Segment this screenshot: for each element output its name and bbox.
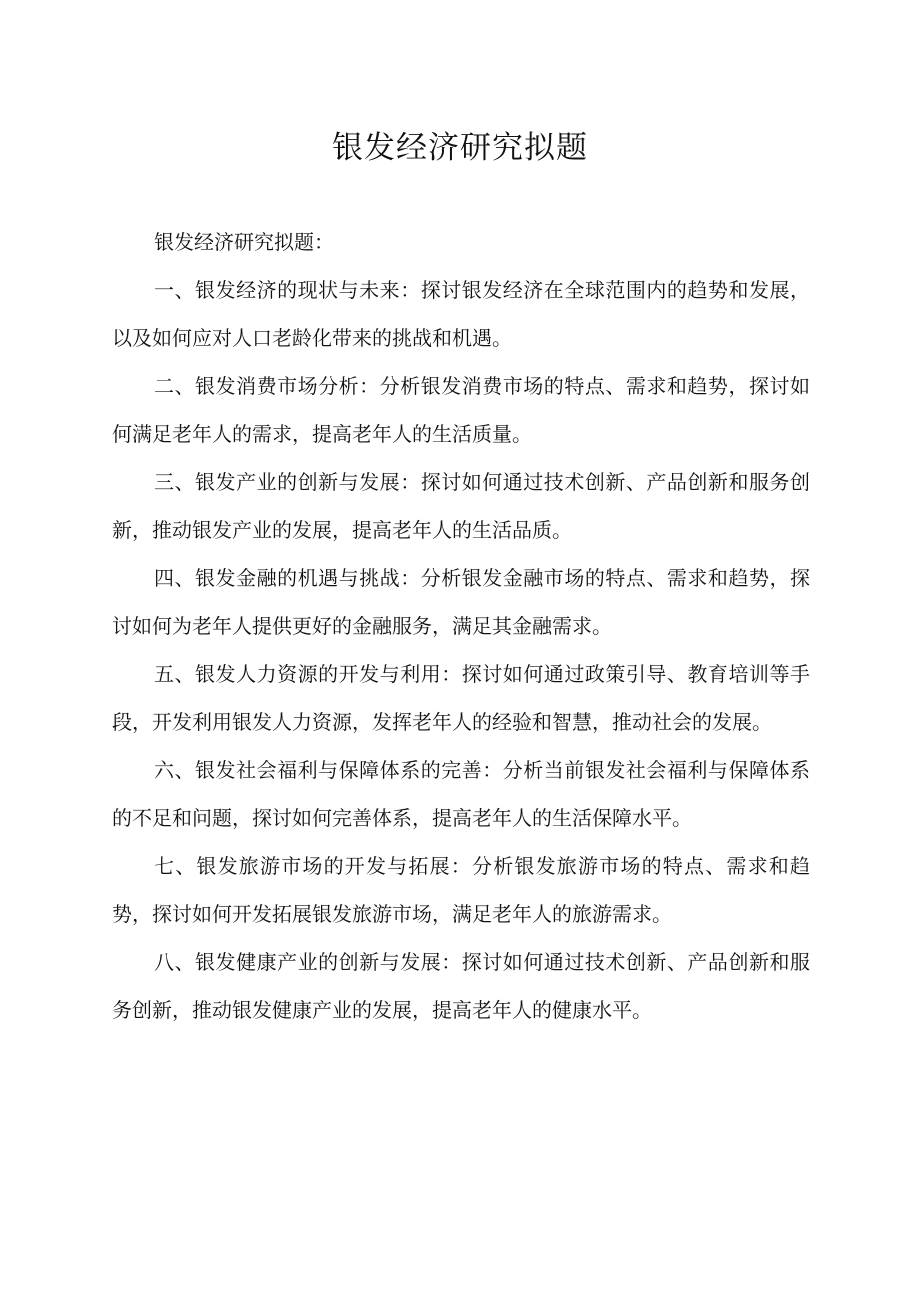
page-title: 银发经济研究拟题	[332, 130, 588, 166]
topic-item-7: 七、银发旅游市场的开发与拓展：分析银发旅游市场的特点、需求和趋势，探讨如何开发拓展银发旅游市场，满足老年人的旅游需求。	[112, 854, 810, 926]
intro-paragraph: 银发经济研究拟题：	[154, 230, 334, 254]
topic-item-6: 六、银发社会福利与保障体系的完善：分析当前银发社会福利与保障体系的不足和问题，探讨如何完善体系，提高老年人的生活保障水平。	[112, 758, 810, 830]
topic-item-8: 八、银发健康产业的创新与发展：探讨如何通过技术创新、产品创新和服务创新，推动银发健康产业的发展，提高老年人的健康水平。	[112, 950, 810, 1022]
topic-item-2: 二、银发消费市场分析：分析银发消费市场的特点、需求和趋势，探讨如何满足老年人的需求，提高老年人的生活质量。	[112, 374, 810, 446]
document-body	[112, 218, 810, 1034]
topic-item-4: 四、银发金融的机遇与挑战：分析银发金融市场的特点、需求和趋势，探讨如何为老年人提供更好的金融服务，满足其金融需求。	[112, 566, 810, 638]
topic-item-1: 一、银发经济的现状与未来：探讨银发经济在全球范围内的趋势和发展，以及如何应对人口老龄化带来的挑战和机遇。	[112, 278, 810, 350]
topic-item-5: 五、银发人力资源的开发与利用：探讨如何通过政策引导、教育培训等手段，开发利用银发人力资源，发挥老年人的经验和智慧，推动社会的发展。	[112, 662, 810, 734]
topic-item-3: 三、银发产业的创新与发展：探讨如何通过技术创新、产品创新和服务创新，推动银发产业的发展，提高老年人的生活品质。	[112, 470, 810, 542]
